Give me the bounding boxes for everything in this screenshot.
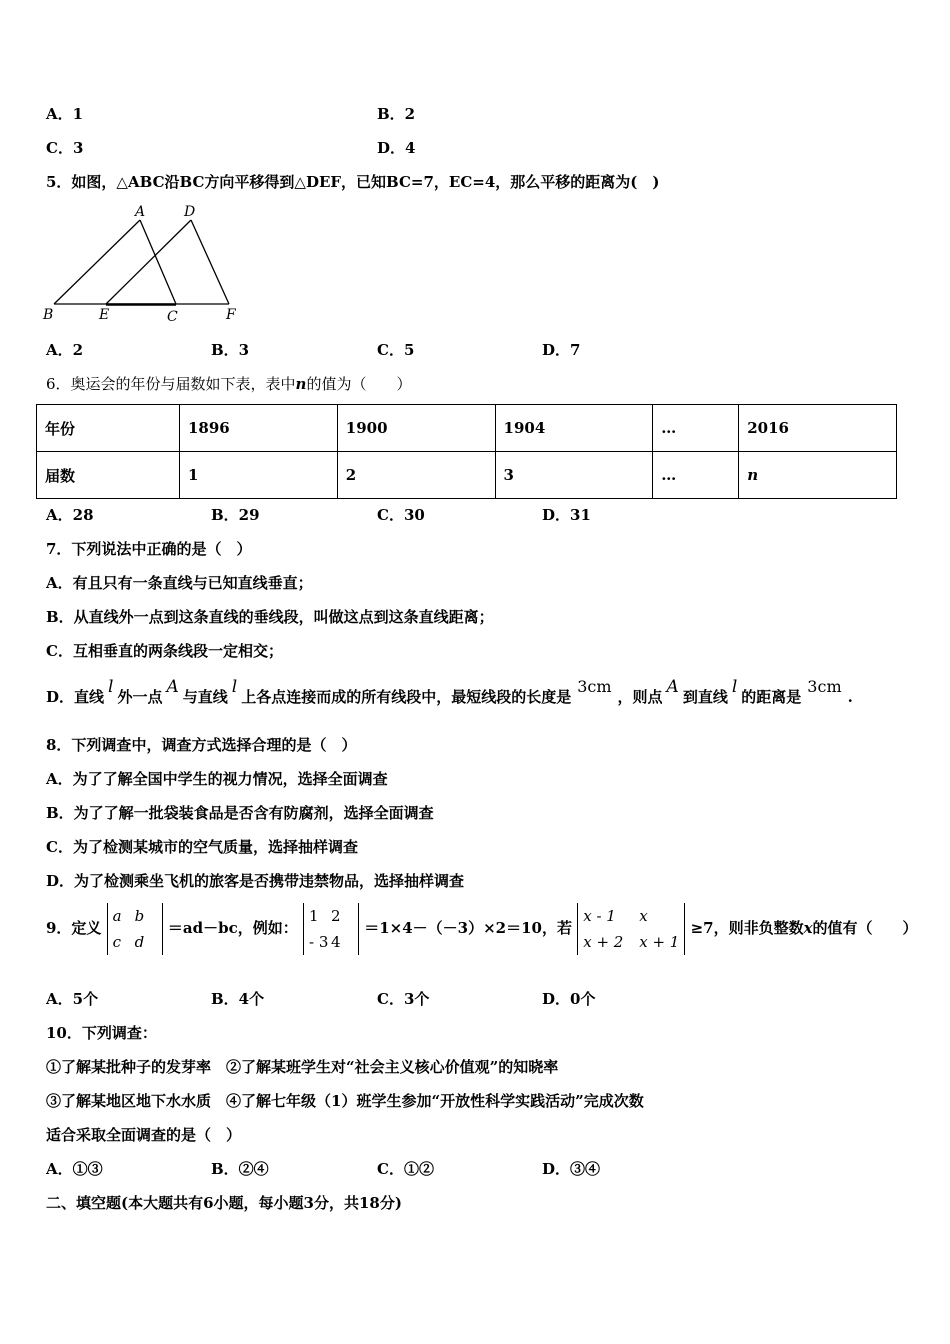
q10-line-2: ③了解某地区地下水水质 ④了解七年级（1）班学生参加“开放性科学实践活动”完成次数 [46, 1092, 644, 1110]
determinant-example: 1 2 - 3 4 [303, 903, 359, 955]
q5-option-a: A．2 [46, 341, 84, 359]
label-b: B [43, 307, 54, 323]
q6-stem: 6．奥运会的年份与届数如下表，表中n的值为（ ） [46, 375, 412, 393]
label-f: F [226, 307, 236, 323]
segment-de [106, 220, 191, 304]
table-cell: 年份 [37, 405, 180, 452]
q10-stem: 10．下列调查： [46, 1024, 157, 1042]
olympics-table [36, 404, 897, 499]
q4-option-d: D．4 [377, 139, 416, 157]
segment-ac [140, 220, 176, 304]
q5-option-b: B．3 [211, 341, 250, 359]
q7-option-b: B．从直线外一点到这条直线的垂线段，叫做这点到这条直线距离； [46, 608, 494, 626]
segment-df [191, 220, 229, 304]
q8-stem: 8．下列调查中，调查方式选择合理的是（ ） [46, 736, 357, 754]
q4-option-c: C．3 [46, 139, 84, 157]
q6-option-b: B．29 [211, 506, 260, 524]
determinant-inequality: x - 1 x x + 2 x + 1 [577, 903, 685, 955]
q7-option-d: D．直线 l 外一点 A 与直线 l 上各点连接而成的所有线段中，最短线段的长度是3cm，则点 A 到直线 l 的距离是3cm. [46, 677, 853, 706]
q10-option-b: B．②④ [211, 1160, 269, 1178]
q9-option-b: B．4个 [211, 990, 265, 1008]
q10-option-c: C．①② [377, 1160, 434, 1178]
q4-option-b: B．2 [377, 105, 416, 123]
label-d: D [184, 204, 196, 220]
label-a: A [135, 204, 146, 220]
q10-option-a: A．①③ [46, 1160, 103, 1178]
q8-option-b: B．为了了解一批袋装食品是否含有防腐剂，选择全面调查 [46, 804, 434, 822]
q6-option-c: C．30 [377, 506, 425, 524]
q10-line-1: ①了解某批种子的发芽率 ②了解某班学生对“社会主义核心价值观”的知晓率 [46, 1058, 559, 1076]
q9-option-c: C．3个 [377, 990, 430, 1008]
segment-ab [54, 220, 140, 304]
translation-figure [40, 200, 250, 328]
q5-stem: 5．如图，△ABC沿BC方向平移得到△DEF，已知BC=7，EC=4，那么平移的距离为( ) [46, 173, 660, 191]
table-cell: … [653, 405, 739, 452]
q5-option-c: C．5 [377, 341, 415, 359]
table-cell: n [739, 452, 897, 499]
table-row-year [37, 405, 897, 452]
label-e: E [99, 307, 110, 323]
table-cell: … [653, 452, 739, 499]
table-cell: 届数 [37, 452, 180, 499]
q10-option-d: D．③④ [542, 1160, 601, 1178]
q7-stem: 7．下列说法中正确的是（ ） [46, 540, 252, 558]
q9-option-a: A．5个 [46, 990, 99, 1008]
table-cell: 2 [337, 452, 495, 499]
q9-stem: 9．定义 a b c d ＝ad－bc，例如： 1 2 - 3 4 ＝1×4－（－3）×2＝10，若 x - 1 x x + 2 x + 1 ≥7，则非负整数x的值有（ ） [46, 903, 918, 955]
q7-option-c: C．互相垂直的两条线段一定相交； [46, 642, 283, 660]
q7-option-a: A．有且只有一条直线与已知直线垂直； [46, 574, 313, 592]
q4-option-a: A．1 [46, 105, 84, 123]
q6-option-d: D．31 [542, 506, 591, 524]
table-cell: 1 [180, 452, 338, 499]
q10-line-3: 适合采取全面调查的是（ ） [46, 1126, 242, 1144]
table-cell: 1904 [495, 405, 653, 452]
q6-option-a: A．28 [46, 506, 94, 524]
q5-option-d: D．7 [542, 341, 581, 359]
q8-option-d: D．为了检测乘坐飞机的旅客是否携带违禁物品，选择抽样调查 [46, 872, 465, 890]
table-cell: 1900 [337, 405, 495, 452]
q9-option-d: D．0个 [542, 990, 596, 1008]
q8-option-a: A．为了了解全国中学生的视力情况，选择全面调查 [46, 770, 388, 788]
table-row-session [37, 452, 897, 499]
table-cell: 1896 [180, 405, 338, 452]
table-cell: 2016 [739, 405, 897, 452]
section-heading: 二、填空题(本大题共有6小题，每小题3分，共18分) [46, 1194, 402, 1212]
q8-option-c: C．为了检测某城市的空气质量，选择抽样调查 [46, 838, 358, 856]
label-c: C [167, 309, 178, 325]
table-cell: 3 [495, 452, 653, 499]
determinant-definition: a b c d [107, 903, 163, 955]
